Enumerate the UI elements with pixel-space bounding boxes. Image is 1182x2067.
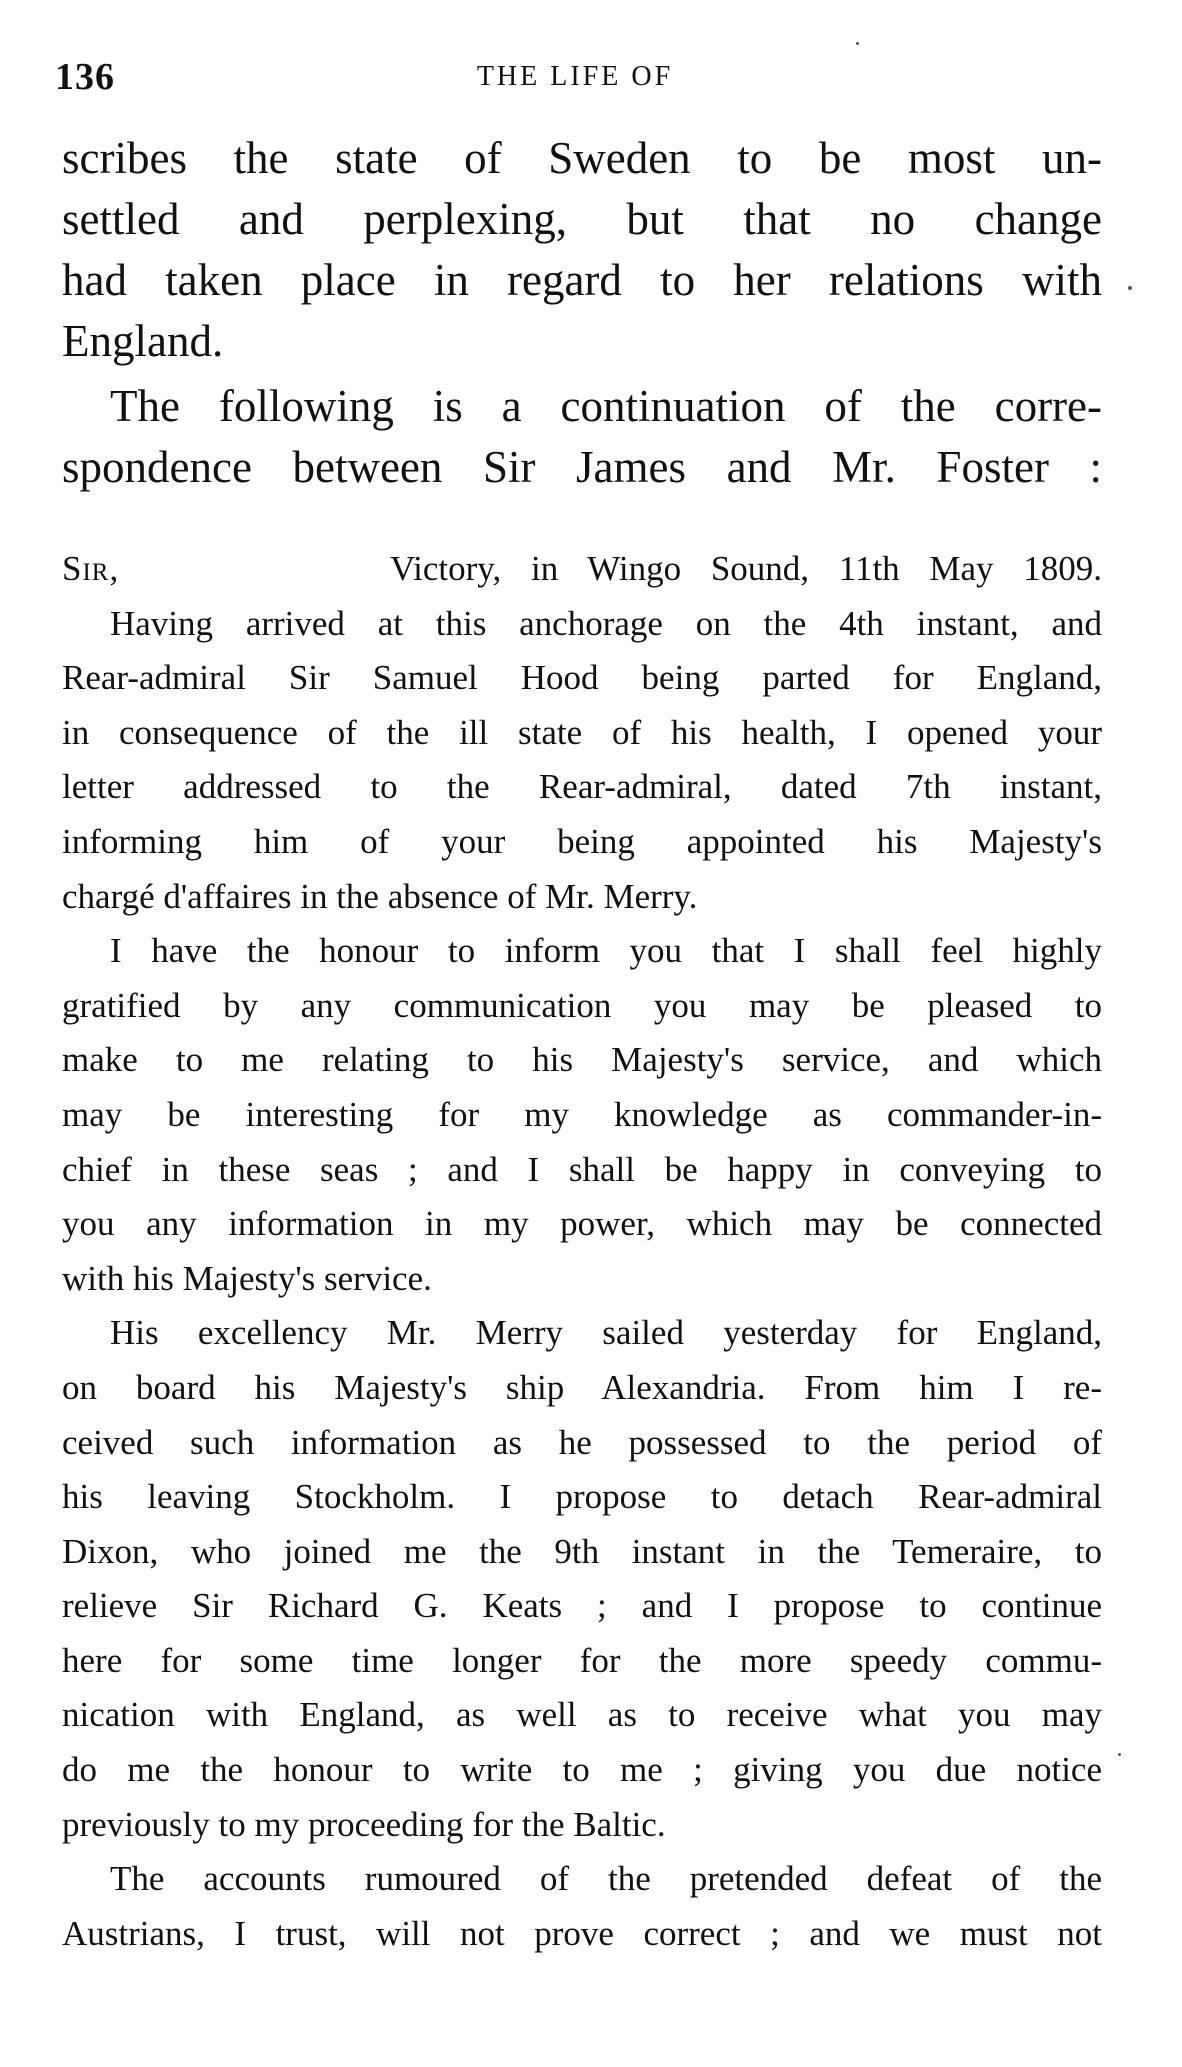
text-line: may be interesting for my knowledge as commander-in- bbox=[62, 1094, 1102, 1134]
text-line: The accounts rumoured of the pretended defeat of the bbox=[110, 1859, 1102, 1899]
text-line: previously to my proceeding for the Baltic. bbox=[62, 1804, 666, 1844]
letter-salutation: Sir, bbox=[62, 549, 120, 588]
intro-paragraph bbox=[62, 128, 1102, 372]
letter-paragraph-3 bbox=[62, 1306, 1102, 1852]
text-line: Rear-admiral Sir Samuel Hood being parted for England, bbox=[62, 658, 1102, 698]
letter-dateline: Victory, in Wingo Sound, 11th May 1809. bbox=[390, 549, 1102, 588]
letter-paragraph-4 bbox=[62, 1852, 1102, 1961]
page-header bbox=[55, 55, 1095, 105]
text-line: relieve Sir Richard G. Keats ; and I propose to continue bbox=[62, 1586, 1102, 1626]
text-line: scribes the state of Sweden to be most un- bbox=[62, 133, 1102, 183]
ink-speck bbox=[1128, 286, 1132, 290]
ink-speck bbox=[1118, 1753, 1121, 1756]
transition-paragraph bbox=[62, 376, 1102, 498]
text-line: had taken place in regard to her relations with bbox=[62, 255, 1102, 305]
text-line: chief in these seas ; and I shall be happy in conveying to bbox=[62, 1149, 1102, 1189]
text-line: settled and perplexing, but that no change bbox=[62, 194, 1102, 244]
text-line: on board his Majesty's ship Alexandria. From him I re- bbox=[62, 1367, 1102, 1407]
ink-speck bbox=[856, 42, 859, 45]
text-line: Having arrived at this anchorage on the 4th instant, and bbox=[110, 603, 1102, 643]
text-line: here for some time longer for the more speedy commu- bbox=[62, 1640, 1102, 1680]
text-line: nication with England, as well as to receive what you may bbox=[62, 1695, 1102, 1735]
text-line: spondence between Sir James and Mr. Foster : bbox=[62, 442, 1102, 492]
letter bbox=[62, 542, 1102, 1961]
text-line: make to me relating to his Majesty's service, and which bbox=[62, 1040, 1102, 1080]
letter-heading bbox=[62, 542, 1102, 597]
text-line: chargé d'affaires in the absence of Mr. Merry. bbox=[62, 876, 698, 916]
text-line: in consequence of the ill state of his health, I opened your bbox=[62, 712, 1102, 752]
text-line: you any information in my power, which may be connected bbox=[62, 1204, 1102, 1244]
text-line: I have the honour to inform you that I shall feel highly bbox=[110, 931, 1102, 971]
letter-paragraph-1 bbox=[62, 597, 1102, 925]
text-line: his leaving Stockholm. I propose to detach Rear-admiral bbox=[62, 1477, 1102, 1517]
page-number: 136 bbox=[55, 56, 115, 98]
text-line: informing him of your being appointed his Majesty's bbox=[62, 821, 1102, 861]
text-line: with his Majesty's service. bbox=[62, 1258, 432, 1298]
text-line: Austrians, I trust, will not prove correct ; and we must not bbox=[62, 1913, 1102, 1953]
text-line: letter addressed to the Rear-admiral, dated 7th instant, bbox=[62, 767, 1102, 807]
letter-paragraph-2 bbox=[62, 924, 1102, 1306]
text-line: Dixon, who joined me the 9th instant in the Temeraire, to bbox=[62, 1531, 1102, 1571]
running-head: THE LIFE OF bbox=[476, 61, 674, 92]
text-line: England. bbox=[62, 316, 224, 366]
text-line: gratified by any communication you may be pleased to bbox=[62, 985, 1102, 1025]
text-line: The following is a continuation of the corre- bbox=[110, 381, 1102, 431]
text-line: His excellency Mr. Merry sailed yesterday for England, bbox=[110, 1313, 1102, 1353]
text-line: ceived such information as he possessed to the period of bbox=[62, 1422, 1102, 1462]
text-line: do me the honour to write to me ; giving you due notice bbox=[62, 1750, 1102, 1790]
